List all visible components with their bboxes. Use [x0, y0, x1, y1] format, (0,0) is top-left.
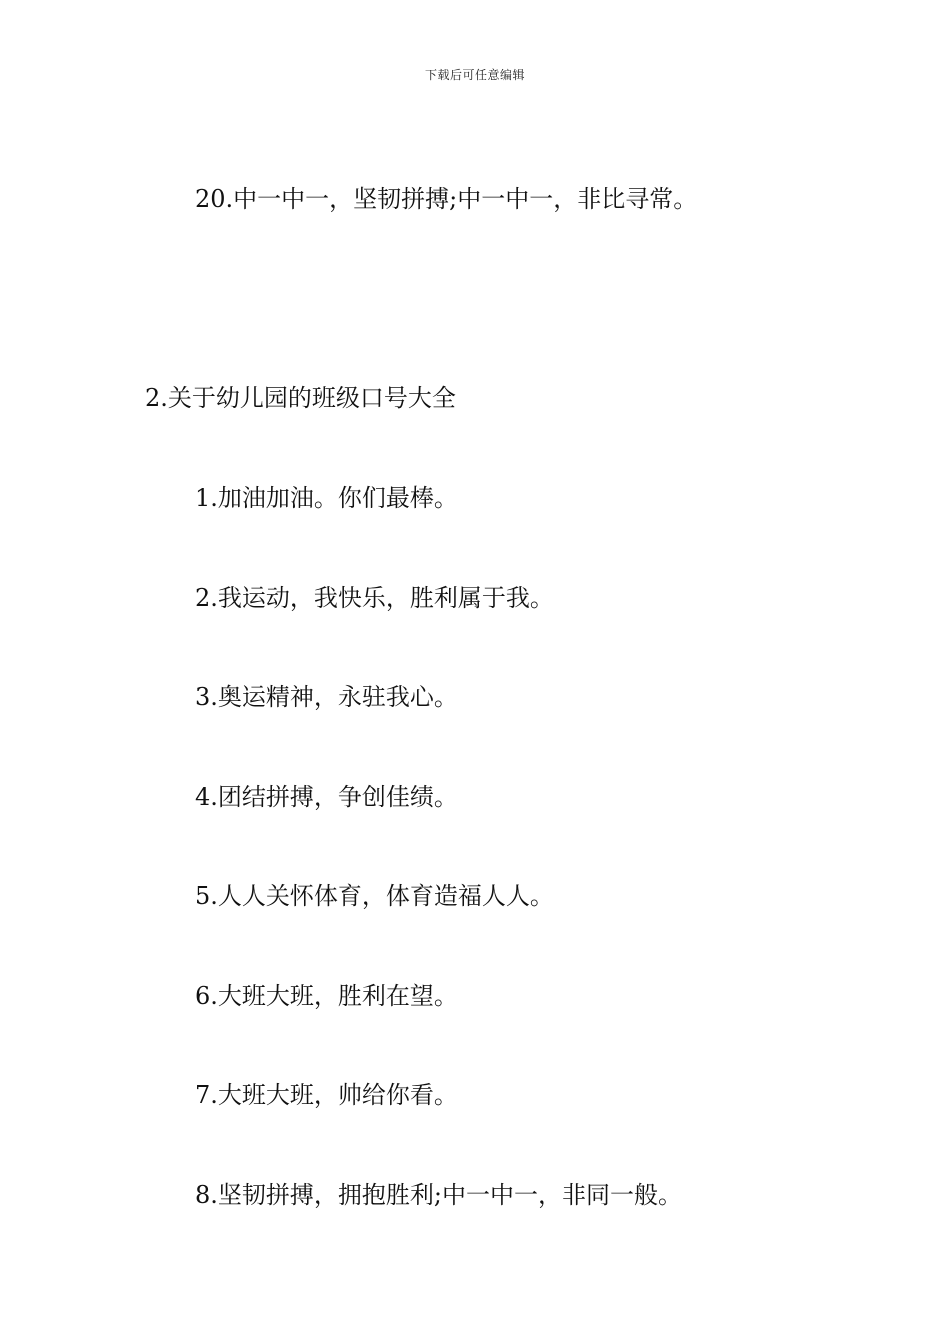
slogan-item-2: 2.我运动，我快乐，胜利属于我。 [195, 584, 554, 612]
section-heading: 2.关于幼儿园的班级口号大全 [145, 384, 456, 412]
page-header: 下载后可任意编辑 [424, 68, 525, 82]
slogan-line-20: 20.中一中一，坚韧拼搏;中一中一，非比寻常。 [195, 185, 698, 213]
slogan-item-6: 6.大班大班，胜利在望。 [195, 982, 458, 1010]
slogan-item-5: 5.人人关怀体育，体育造福人人。 [195, 882, 554, 910]
slogan-item-3: 3.奥运精神，永驻我心。 [195, 683, 458, 711]
slogan-item-8: 8.坚韧拼搏，拥抱胜利;中一中一，非同一般。 [195, 1181, 682, 1209]
slogan-item-1: 1.加油加油。你们最棒。 [195, 484, 458, 512]
slogan-item-7: 7.大班大班，帅给你看。 [195, 1081, 458, 1109]
slogan-item-4: 4.团结拼搏，争创佳绩。 [195, 783, 458, 811]
